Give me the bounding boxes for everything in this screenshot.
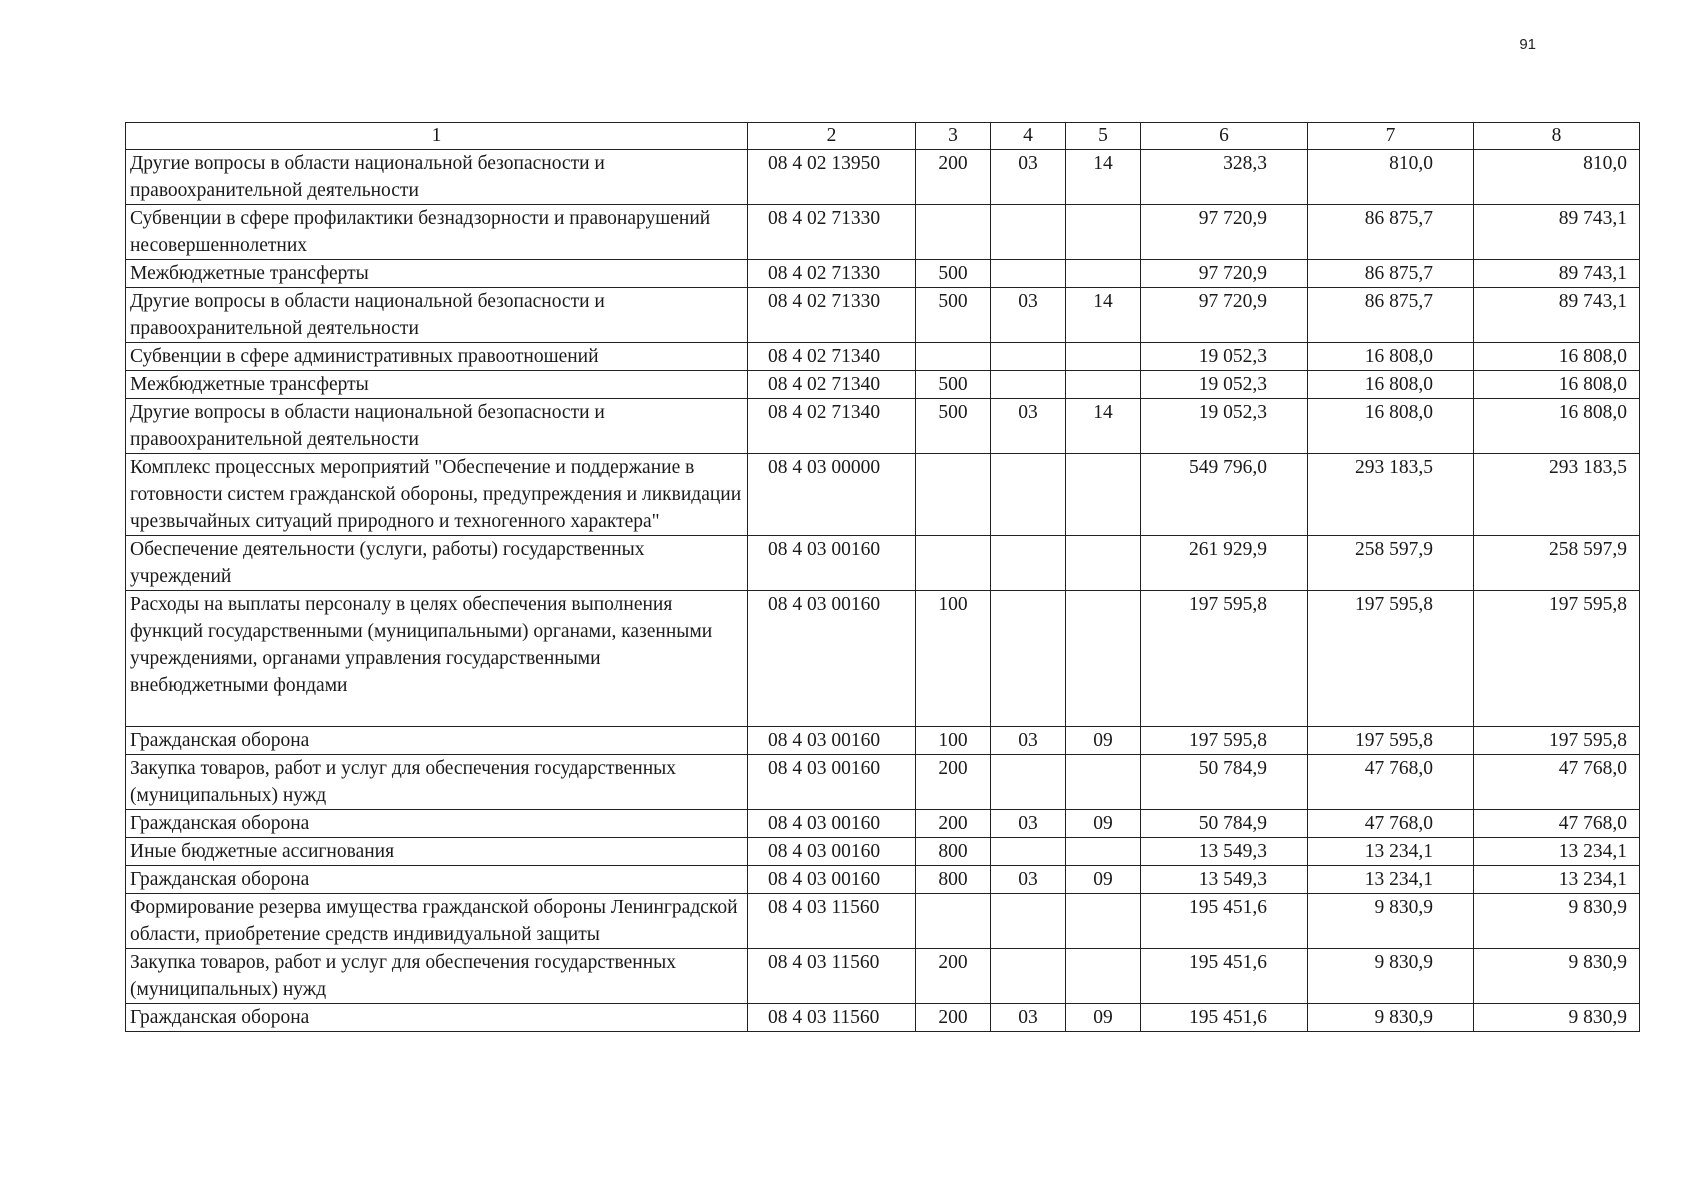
expense-type-cell: 500 bbox=[916, 288, 991, 343]
amount-col6-cell: 19 052,3 bbox=[1141, 343, 1308, 371]
subsection-cell bbox=[1066, 894, 1141, 949]
expense-type-cell: 500 bbox=[916, 371, 991, 399]
amount-col8-cell: 13 234,1 bbox=[1474, 866, 1640, 894]
amount-col8-cell: 89 743,1 bbox=[1474, 205, 1640, 260]
target-code-cell: 08 4 03 11560 bbox=[748, 1004, 916, 1032]
table-row bbox=[126, 399, 1640, 454]
amount-col8-cell: 9 830,9 bbox=[1474, 894, 1640, 949]
section-cell bbox=[991, 343, 1066, 371]
subsection-cell bbox=[1066, 536, 1141, 591]
column-header-5: 5 bbox=[1066, 123, 1141, 150]
expense-name-cell: Формирование резерва имущества гражданской обороны Ленинградской области, приобретение средств индивидуальной защиты bbox=[126, 894, 748, 949]
expense-type-cell: 200 bbox=[916, 755, 991, 810]
subsection-cell bbox=[1066, 371, 1141, 399]
amount-col7-cell: 9 830,9 bbox=[1308, 1004, 1474, 1032]
subsection-cell bbox=[1066, 343, 1141, 371]
expense-type-cell: 200 bbox=[916, 150, 991, 205]
table-row bbox=[126, 810, 1640, 838]
target-code-cell: 08 4 03 00160 bbox=[748, 536, 916, 591]
amount-col8-cell: 258 597,9 bbox=[1474, 536, 1640, 591]
subsection-cell: 09 bbox=[1066, 1004, 1141, 1032]
amount-col7-cell: 86 875,7 bbox=[1308, 260, 1474, 288]
amount-col7-cell: 197 595,8 bbox=[1308, 727, 1474, 755]
amount-col7-cell: 293 183,5 bbox=[1308, 454, 1474, 536]
amount-col6-cell: 50 784,9 bbox=[1141, 755, 1308, 810]
section-cell bbox=[991, 536, 1066, 591]
amount-col8-cell: 293 183,5 bbox=[1474, 454, 1640, 536]
expense-type-cell: 100 bbox=[916, 727, 991, 755]
expense-type-cell: 100 bbox=[916, 591, 991, 727]
amount-col7-cell: 86 875,7 bbox=[1308, 205, 1474, 260]
section-cell: 03 bbox=[991, 727, 1066, 755]
expense-name-cell: Субвенции в сфере профилактики безнадзорности и правонарушений несовершеннолетних bbox=[126, 205, 748, 260]
amount-col6-cell: 261 929,9 bbox=[1141, 536, 1308, 591]
table-row bbox=[126, 1004, 1640, 1032]
expense-name-cell: Гражданская оборона bbox=[126, 1004, 748, 1032]
expense-type-cell bbox=[916, 536, 991, 591]
expense-name-cell: Гражданская оборона bbox=[126, 810, 748, 838]
expense-type-cell bbox=[916, 343, 991, 371]
target-code-cell: 08 4 03 00160 bbox=[748, 838, 916, 866]
table-row bbox=[126, 866, 1640, 894]
subsection-cell bbox=[1066, 454, 1141, 536]
section-cell: 03 bbox=[991, 288, 1066, 343]
table-row bbox=[126, 454, 1640, 536]
table-row bbox=[126, 343, 1640, 371]
target-code-cell: 08 4 02 71340 bbox=[748, 399, 916, 454]
target-code-cell: 08 4 03 00160 bbox=[748, 591, 916, 727]
subsection-cell: 09 bbox=[1066, 727, 1141, 755]
expense-name-cell: Субвенции в сфере административных правоотношений bbox=[126, 343, 748, 371]
amount-col7-cell: 16 808,0 bbox=[1308, 399, 1474, 454]
amount-col6-cell: 97 720,9 bbox=[1141, 205, 1308, 260]
amount-col7-cell: 86 875,7 bbox=[1308, 288, 1474, 343]
subsection-cell bbox=[1066, 205, 1141, 260]
expense-name-cell: Обеспечение деятельности (услуги, работы) государственных учреждений bbox=[126, 536, 748, 591]
subsection-cell bbox=[1066, 591, 1141, 727]
amount-col8-cell: 9 830,9 bbox=[1474, 1004, 1640, 1032]
section-cell: 03 bbox=[991, 150, 1066, 205]
section-cell: 03 bbox=[991, 1004, 1066, 1032]
header-row bbox=[126, 123, 1640, 150]
amount-col8-cell: 9 830,9 bbox=[1474, 949, 1640, 1004]
column-header-4: 4 bbox=[991, 123, 1066, 150]
amount-col7-cell: 13 234,1 bbox=[1308, 838, 1474, 866]
amount-col6-cell: 13 549,3 bbox=[1141, 866, 1308, 894]
section-cell bbox=[991, 894, 1066, 949]
expense-type-cell bbox=[916, 205, 991, 260]
expense-type-cell bbox=[916, 894, 991, 949]
amount-col6-cell: 195 451,6 bbox=[1141, 894, 1308, 949]
amount-col8-cell: 47 768,0 bbox=[1474, 755, 1640, 810]
section-cell bbox=[991, 755, 1066, 810]
expense-type-cell: 500 bbox=[916, 260, 991, 288]
target-code-cell: 08 4 03 00160 bbox=[748, 810, 916, 838]
expense-name-cell: Гражданская оборона bbox=[126, 727, 748, 755]
amount-col7-cell: 16 808,0 bbox=[1308, 371, 1474, 399]
section-cell bbox=[991, 591, 1066, 727]
expense-name-cell: Закупка товаров, работ и услуг для обеспечения государственных (муниципальных) нужд bbox=[126, 755, 748, 810]
target-code-cell: 08 4 02 71330 bbox=[748, 288, 916, 343]
table-row bbox=[126, 591, 1640, 727]
subsection-cell: 14 bbox=[1066, 150, 1141, 205]
amount-col6-cell: 197 595,8 bbox=[1141, 727, 1308, 755]
amount-col8-cell: 16 808,0 bbox=[1474, 343, 1640, 371]
column-header-7: 7 bbox=[1308, 123, 1474, 150]
target-code-cell: 08 4 03 00160 bbox=[748, 755, 916, 810]
table-row bbox=[126, 205, 1640, 260]
target-code-cell: 08 4 03 11560 bbox=[748, 894, 916, 949]
amount-col6-cell: 195 451,6 bbox=[1141, 949, 1308, 1004]
column-header-2: 2 bbox=[748, 123, 916, 150]
subsection-cell: 09 bbox=[1066, 810, 1141, 838]
section-cell bbox=[991, 205, 1066, 260]
section-cell bbox=[991, 454, 1066, 536]
amount-col7-cell: 9 830,9 bbox=[1308, 949, 1474, 1004]
column-header-6: 6 bbox=[1141, 123, 1308, 150]
subsection-cell bbox=[1066, 949, 1141, 1004]
amount-col6-cell: 97 720,9 bbox=[1141, 260, 1308, 288]
amount-col7-cell: 9 830,9 bbox=[1308, 894, 1474, 949]
subsection-cell: 09 bbox=[1066, 866, 1141, 894]
section-cell bbox=[991, 260, 1066, 288]
table-row bbox=[126, 260, 1640, 288]
amount-col7-cell: 197 595,8 bbox=[1308, 591, 1474, 727]
expense-type-cell: 500 bbox=[916, 399, 991, 454]
amount-col6-cell: 195 451,6 bbox=[1141, 1004, 1308, 1032]
amount-col8-cell: 197 595,8 bbox=[1474, 727, 1640, 755]
amount-col8-cell: 197 595,8 bbox=[1474, 591, 1640, 727]
amount-col8-cell: 89 743,1 bbox=[1474, 260, 1640, 288]
amount-col6-cell: 328,3 bbox=[1141, 150, 1308, 205]
section-cell bbox=[991, 838, 1066, 866]
expense-name-cell: Гражданская оборона bbox=[126, 866, 748, 894]
expense-name-cell: Другие вопросы в области национальной безопасности и правоохранительной деятельности bbox=[126, 150, 748, 205]
table-row bbox=[126, 949, 1640, 1004]
subsection-cell bbox=[1066, 755, 1141, 810]
section-cell: 03 bbox=[991, 810, 1066, 838]
amount-col8-cell: 16 808,0 bbox=[1474, 399, 1640, 454]
target-code-cell: 08 4 03 00160 bbox=[748, 866, 916, 894]
target-code-cell: 08 4 03 00160 bbox=[748, 727, 916, 755]
expense-type-cell: 800 bbox=[916, 866, 991, 894]
amount-col8-cell: 810,0 bbox=[1474, 150, 1640, 205]
target-code-cell: 08 4 02 71330 bbox=[748, 205, 916, 260]
section-cell: 03 bbox=[991, 866, 1066, 894]
amount-col6-cell: 13 549,3 bbox=[1141, 838, 1308, 866]
table-row bbox=[126, 727, 1640, 755]
amount-col7-cell: 47 768,0 bbox=[1308, 810, 1474, 838]
expense-type-cell: 800 bbox=[916, 838, 991, 866]
budget-table bbox=[125, 122, 1640, 1032]
amount-col6-cell: 50 784,9 bbox=[1141, 810, 1308, 838]
expense-name-cell: Другие вопросы в области национальной безопасности и правоохранительной деятельности bbox=[126, 288, 748, 343]
amount-col7-cell: 47 768,0 bbox=[1308, 755, 1474, 810]
amount-col8-cell: 47 768,0 bbox=[1474, 810, 1640, 838]
amount-col6-cell: 549 796,0 bbox=[1141, 454, 1308, 536]
expense-name-cell: Закупка товаров, работ и услуг для обеспечения государственных (муниципальных) нужд bbox=[126, 949, 748, 1004]
amount-col8-cell: 13 234,1 bbox=[1474, 838, 1640, 866]
table-row bbox=[126, 288, 1640, 343]
amount-col8-cell: 16 808,0 bbox=[1474, 371, 1640, 399]
expense-name-cell: Иные бюджетные ассигнования bbox=[126, 838, 748, 866]
page-number: 91 bbox=[1519, 36, 1536, 53]
table-row bbox=[126, 536, 1640, 591]
expense-type-cell: 200 bbox=[916, 1004, 991, 1032]
target-code-cell: 08 4 03 11560 bbox=[748, 949, 916, 1004]
target-code-cell: 08 4 02 13950 bbox=[748, 150, 916, 205]
amount-col6-cell: 19 052,3 bbox=[1141, 371, 1308, 399]
expense-type-cell: 200 bbox=[916, 949, 991, 1004]
expense-name-cell: Комплекс процессных мероприятий "Обеспечение и поддержание в готовности систем гражданской обороны, предупреждения и ликвидации чрезвычайных ситуаций природного и техногенного характера" bbox=[126, 454, 748, 536]
amount-col7-cell: 13 234,1 bbox=[1308, 866, 1474, 894]
amount-col6-cell: 19 052,3 bbox=[1141, 399, 1308, 454]
target-code-cell: 08 4 02 71340 bbox=[748, 343, 916, 371]
amount-col7-cell: 258 597,9 bbox=[1308, 536, 1474, 591]
expense-type-cell bbox=[916, 454, 991, 536]
expense-type-cell: 200 bbox=[916, 810, 991, 838]
table-row bbox=[126, 371, 1640, 399]
expense-name-cell: Расходы на выплаты персоналу в целях обеспечения выполнения функций государственными (муниципальными) органами, казенными учреждениями, органами управления государственными внебюджетными фондами bbox=[126, 591, 748, 727]
expense-name-cell: Другие вопросы в области национальной безопасности и правоохранительной деятельности bbox=[126, 399, 748, 454]
subsection-cell: 14 bbox=[1066, 288, 1141, 343]
target-code-cell: 08 4 03 00000 bbox=[748, 454, 916, 536]
expense-name-cell: Межбюджетные трансферты bbox=[126, 260, 748, 288]
subsection-cell: 14 bbox=[1066, 399, 1141, 454]
section-cell: 03 bbox=[991, 399, 1066, 454]
subsection-cell bbox=[1066, 260, 1141, 288]
amount-col6-cell: 197 595,8 bbox=[1141, 591, 1308, 727]
amount-col7-cell: 810,0 bbox=[1308, 150, 1474, 205]
subsection-cell bbox=[1066, 838, 1141, 866]
column-header-1: 1 bbox=[126, 123, 748, 150]
section-cell bbox=[991, 371, 1066, 399]
table-row bbox=[126, 150, 1640, 205]
table-row bbox=[126, 755, 1640, 810]
target-code-cell: 08 4 02 71330 bbox=[748, 260, 916, 288]
amount-col8-cell: 89 743,1 bbox=[1474, 288, 1640, 343]
target-code-cell: 08 4 02 71340 bbox=[748, 371, 916, 399]
table-row bbox=[126, 894, 1640, 949]
amount-col6-cell: 97 720,9 bbox=[1141, 288, 1308, 343]
expense-name-cell: Межбюджетные трансферты bbox=[126, 371, 748, 399]
column-header-8: 8 bbox=[1474, 123, 1640, 150]
table-row bbox=[126, 838, 1640, 866]
amount-col7-cell: 16 808,0 bbox=[1308, 343, 1474, 371]
column-header-3: 3 bbox=[916, 123, 991, 150]
section-cell bbox=[991, 949, 1066, 1004]
